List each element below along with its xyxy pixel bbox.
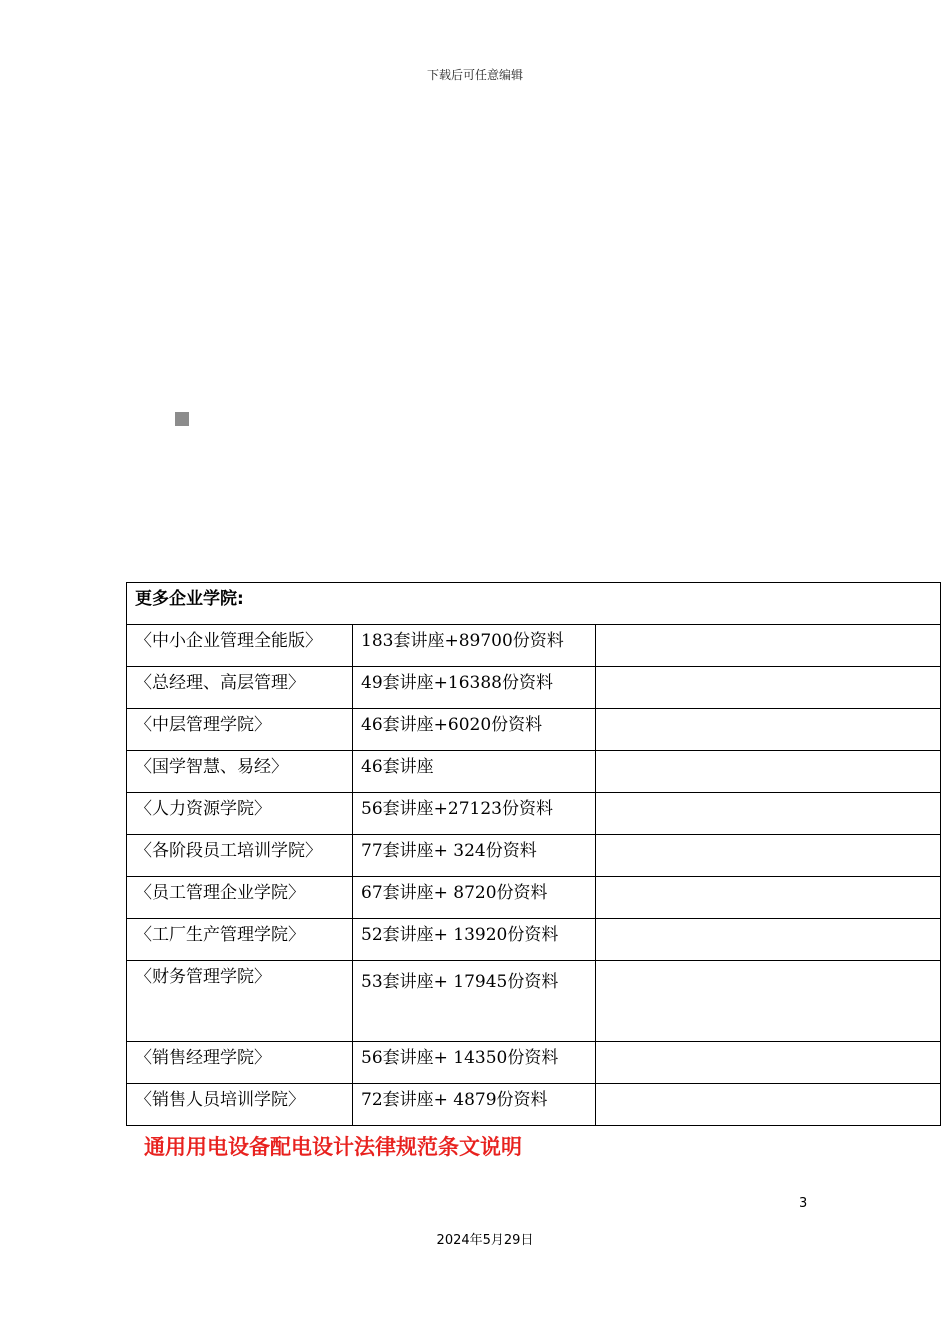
academy-desc: 49套讲座+16388份资料	[353, 667, 596, 709]
academy-name: 〈员工管理企业学院〉	[127, 877, 353, 919]
table-row	[127, 751, 941, 793]
academy-desc: 46套讲座	[353, 751, 596, 793]
academy-desc: 53套讲座+ 17945份资料	[353, 961, 596, 1042]
table-row	[127, 835, 941, 877]
document-title: 通用用电设备配电设计法律规范条文说明	[144, 1135, 522, 1159]
academy-extra	[596, 751, 941, 793]
academy-extra	[596, 625, 941, 667]
table-row	[127, 919, 941, 961]
table-row	[127, 793, 941, 835]
academy-extra	[596, 793, 941, 835]
academy-extra	[596, 1084, 941, 1126]
academy-extra	[596, 667, 941, 709]
table-row	[127, 667, 941, 709]
academy-extra	[596, 709, 941, 751]
table-row	[127, 709, 941, 751]
academy-desc: 52套讲座+ 13920份资料	[353, 919, 596, 961]
academy-name: 〈国学智慧、易经〉	[127, 751, 353, 793]
academy-desc: 72套讲座+ 4879份资料	[353, 1084, 596, 1126]
page-number: 3	[799, 1196, 808, 1211]
table-row	[127, 877, 941, 919]
academy-extra	[596, 961, 941, 1042]
table-title-row	[127, 583, 941, 625]
footer-date: 2024年5月29日	[436, 1233, 534, 1248]
academy-desc: 46套讲座+6020份资料	[353, 709, 596, 751]
academy-desc: 67套讲座+ 8720份资料	[353, 877, 596, 919]
table-row	[127, 625, 941, 667]
academy-desc: 56套讲座+27123份资料	[353, 793, 596, 835]
academy-name: 〈中层管理学院〉	[127, 709, 353, 751]
academy-name: 〈总经理、高层管理〉	[127, 667, 353, 709]
academy-name: 〈销售人员培训学院〉	[127, 1084, 353, 1126]
page-header: 下载后可任意编辑	[426, 68, 523, 82]
academy-name: 〈人力资源学院〉	[127, 793, 353, 835]
academy-name: 〈工厂生产管理学院〉	[127, 919, 353, 961]
table-title: 更多企业学院:	[127, 583, 941, 625]
academy-name: 〈各阶段员工培训学院〉	[127, 835, 353, 877]
table-row	[127, 1084, 941, 1126]
table-row	[127, 961, 941, 1042]
academy-extra	[596, 877, 941, 919]
academy-extra	[596, 835, 941, 877]
square-bullet-icon	[175, 412, 189, 426]
academy-desc: 183套讲座+89700份资料	[353, 625, 596, 667]
academy-table	[126, 582, 941, 1126]
academy-name: 〈销售经理学院〉	[127, 1042, 353, 1084]
table-row	[127, 1042, 941, 1084]
academy-extra	[596, 1042, 941, 1084]
academy-name: 〈财务管理学院〉	[127, 961, 353, 1042]
academy-name: 〈中小企业管理全能版〉	[127, 625, 353, 667]
academy-desc: 56套讲座+ 14350份资料	[353, 1042, 596, 1084]
academy-desc: 77套讲座+ 324份资料	[353, 835, 596, 877]
academy-extra	[596, 919, 941, 961]
